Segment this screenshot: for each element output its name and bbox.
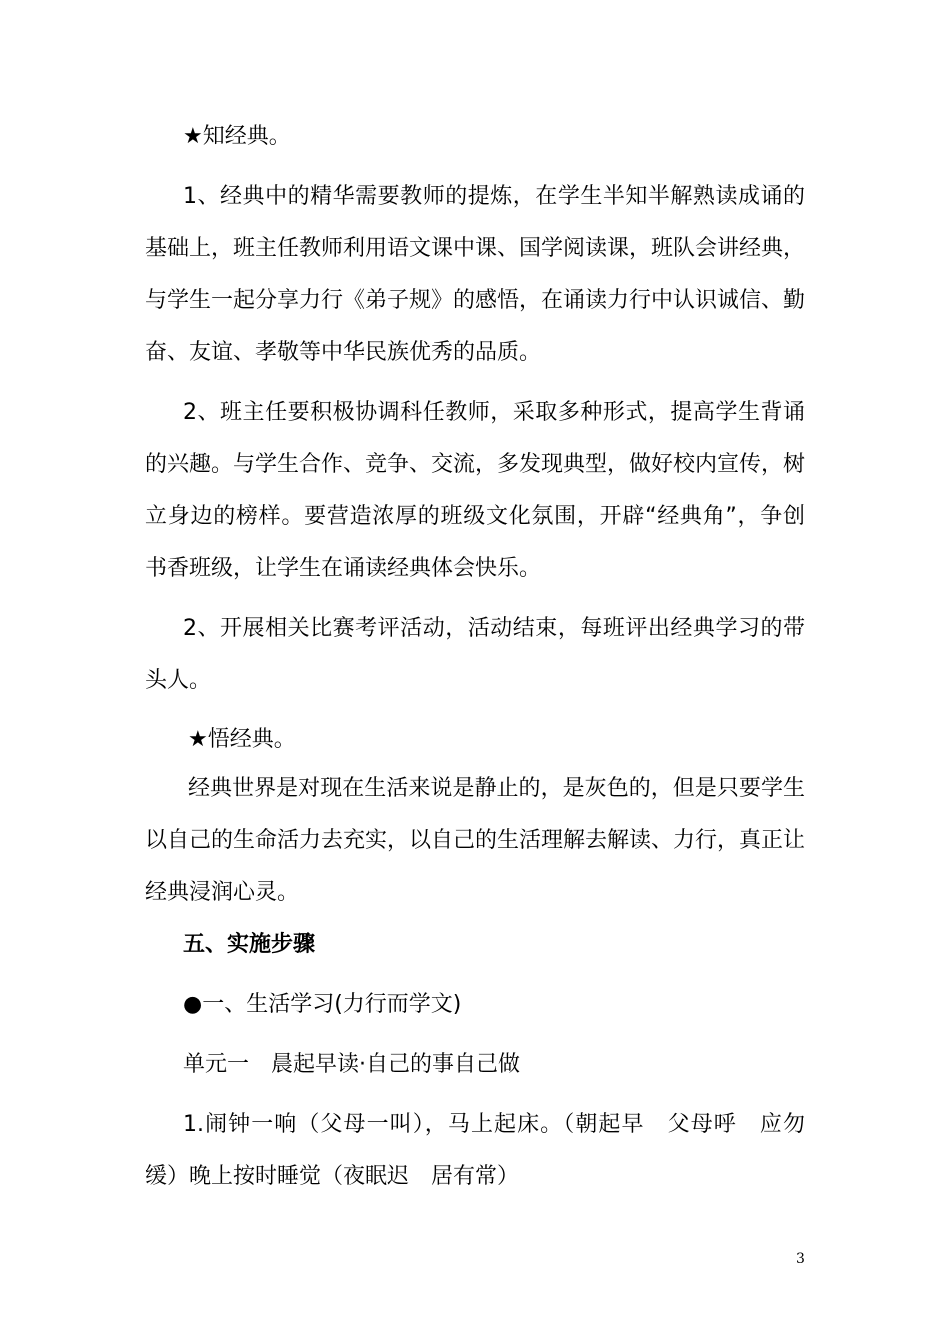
page-number: 3 <box>796 1251 805 1267</box>
paragraph-line: 1、经典中的精华需要教师的提炼，在学生半知半解熟读成诵的 <box>183 184 805 209</box>
paragraph-line: 的兴趣。与学生合作、竞争、交流，多发现典型，做好校内宣传，树 <box>145 452 806 477</box>
paragraph-line: 立身边的榜样。要营造浓厚的班级文化氛围，开辟“经典角”，争创 <box>145 504 805 529</box>
paragraph-line: 头人。 <box>145 668 212 693</box>
paragraph-line: 奋、友谊、孝敬等中华民族优秀的品质。 <box>145 340 542 365</box>
paragraph-line: 1.闹钟一响（父母一叫），马上起床。（朝起早 父母呼 应勿 <box>183 1112 805 1137</box>
paragraph-line: 缓）晚上按时睡觉（夜眠迟 居有常） <box>145 1164 520 1189</box>
paragraph-line: 2、班主任要积极协调科任教师，采取多种形式，提高学生背诵 <box>183 400 805 425</box>
unit-heading: 单元一 晨起早读·自己的事自己做 <box>183 1052 520 1077</box>
section-heading-steps: 五、实施步骤 <box>183 932 316 957</box>
paragraph-line: 与学生一起分享力行《弟子规》的感悟，在诵读力行中认识诚信、勤 <box>145 288 806 313</box>
paragraph-line: 书香班级，让学生在诵读经典体会快乐。 <box>145 556 542 581</box>
subsection-heading: ●一、生活学习(力行而学文) <box>183 992 462 1017</box>
heading-zhi-jingdian: ★知经典。 <box>183 124 291 149</box>
paragraph-line: 基础上，班主任教师利用语文课中课、国学阅读课，班队会讲经典， <box>145 236 806 261</box>
paragraph-line: 经典世界是对现在生活来说是静止的，是灰色的，但是只要学生 <box>188 776 805 801</box>
paragraph-line: 以自己的生命活力去充实，以自己的生活理解去解读、力行，真正让 <box>145 828 806 853</box>
paragraph-line: 2、开展相关比赛考评活动，活动结束，每班评出经典学习的带 <box>183 616 805 641</box>
heading-wu-jingdian: ★悟经典。 <box>188 727 296 752</box>
paragraph-line: 经典浸润心灵。 <box>145 880 300 905</box>
